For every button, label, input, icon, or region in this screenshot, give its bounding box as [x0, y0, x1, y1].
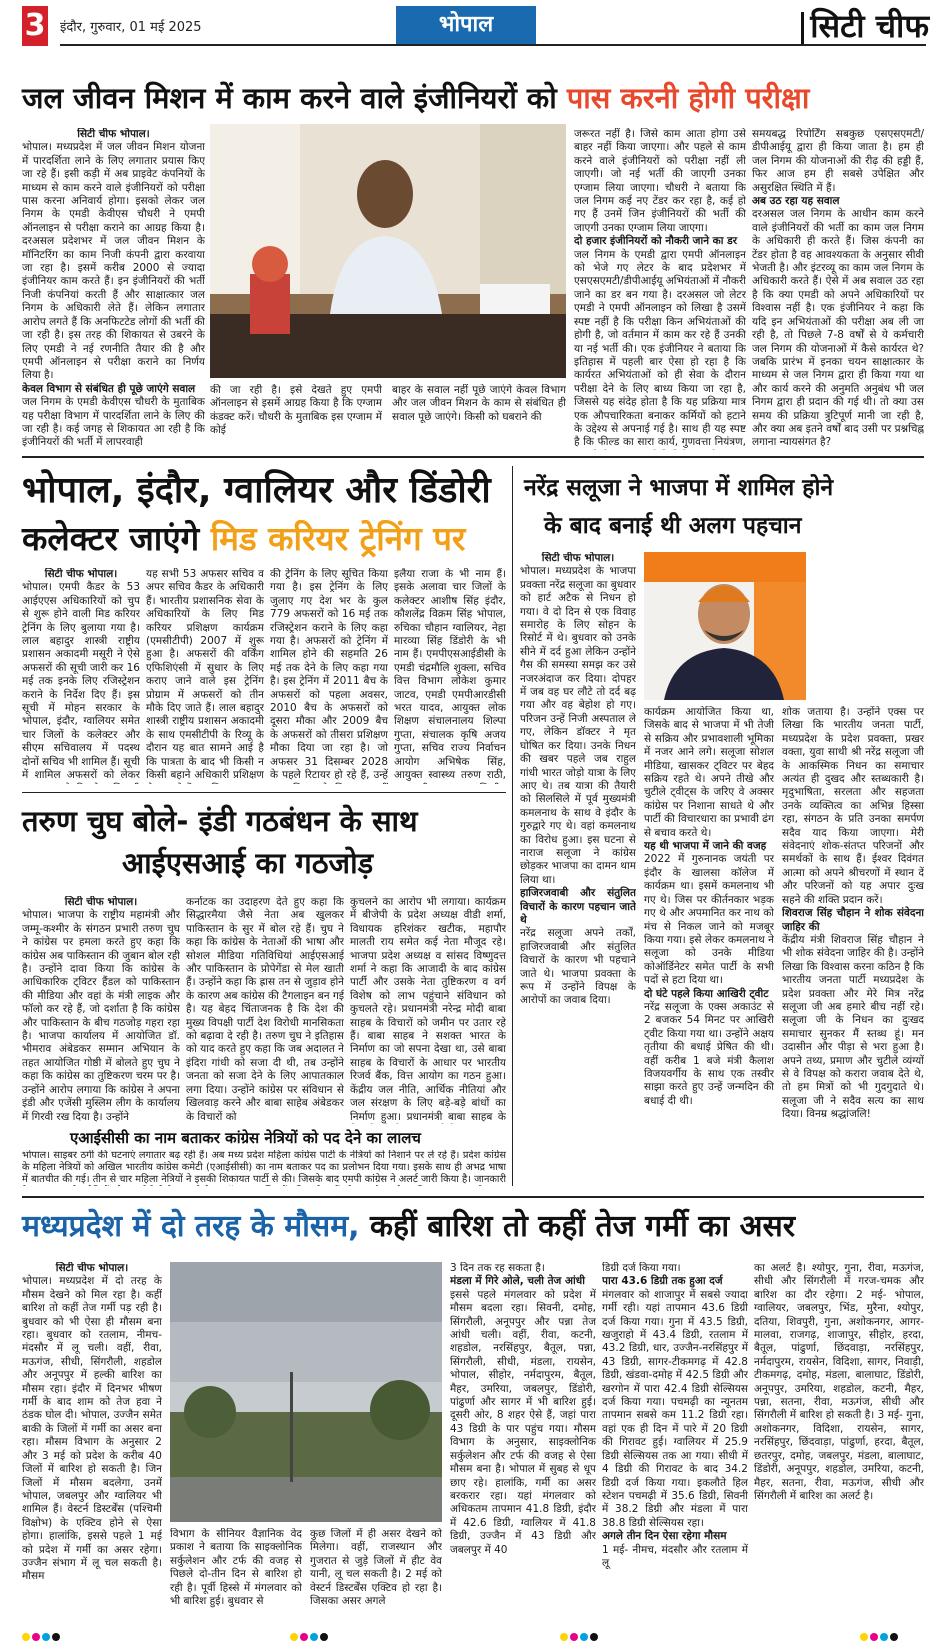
page-number: 3 — [22, 6, 48, 46]
divider — [22, 792, 506, 793]
story1-headline: जल जीवन मिशन में काम करने वाले इंजीनियरों को पास करनी होगी परीक्षा — [22, 81, 810, 115]
vertical-divider — [512, 466, 513, 1186]
story2-headline-line2: कलेक्टर जाएंगे मिड करियर ट्रेनिंग पर — [22, 519, 466, 558]
story4-col1: सिटी चीफ भोपाल। भोपाल। भाजपा के राष्ट्रीय महामंत्री और जम्मू-कश्मीर के संगठन प्रभारी तरुण चुघ ने कांग्रेस पर हमला करते हुए कहा कि कांग्रेस अब पाकिस्तान की जुबान बोल रही है। उन्होंने दावा किया कि कांग्रेस के आधिकारिक ट्विटर हैंडल को पाकिस्तान की मीडिया और वहां के मंत्री लाइक और फॉलो कर रहे हैं, जो दर्शाता है कि कांग्रेस और पाकिस्तान के बीच गठजोड़ गहरा रहा है। भाजपा कार्यालय में आयोजित डॉ. भीमराव अंबेडकर सम्मान अभियान के तहत आयोजित गोष्ठी में बोलते हुए चुघ ने कहा कि कांग्रेस का तुष्टिकरण चरम पर है। उन्होंने आरोप लगाया कि कांग्रेस ने अपना इंडी और एजेंसी मुस्लिम लीग के कार्यालय में गिरवी रख दिया है। उन्होंने — [22, 896, 180, 1123]
story2-col2: यह सभी 53 अफसर सचिव व अपर सचिव कैडर के अधिकारी हैं। भारतीय प्रशासनिक सेवा के अधिकारियों के लिए मिड करियर प्रशिक्षण कार्यक्रम (एमसीटीपी) 2007 में शुरू हुआ है। अफसरों की वर्किंग एफिशिएंसी में सुधार के लिए कराए जाने वाले इस ट्रेनिंग प्रोग्राम में अफसरों को तीन मौके दिए जाते हैं। लाल बहादुर शास्त्री राष्ट्रीय प्रशासन अकादमी के साथ एमसीटीपी के रिव्यू के दौरान यह बात सामने आई है कि पात्रता के बाद भी किसी न किसी बहाने अधिकारी प्रशिक्षण — [146, 568, 264, 782]
dateline: इंदौर, गुरुवार, 01 मई 2025 — [60, 20, 202, 35]
story2-col1: सिटी चीफ भोपाल। भोपाल। एमपी कैडर के 53 आईएएस अधिकारियों को चुप से शुरू होने वाली मिड करियर ट्रेनिंग के लिए बुलाया गया है। लाल बहादुर शास्त्री राष्ट्रीय प्रशासन अकादमी मसूरी ने ऐसे अफसरों की सूची जारी कर 16 मई तक इनके लिए रजिस्ट्रेशन कराने के निर्देश दिए हैं। इस सूची में मोहन सरकार के भोपाल, इंदौर, ग्वालियर समेत चार जिलों के कलेक्टर और सीएम सचिवालय में पदस्थ दोनों सचिव भी शामिल हैं। सूची में शामिल अफसरों को लेकर — [22, 568, 140, 782]
story1-col4: समयबद्ध रिपोर्टिंग सबकुछ एसएसएमटी/डीपीआईयू द्वारा ही किया जाता है। हम ही जल निगम की योजनाओं की रीढ़ की हड्डी हैं, फिर आज हम ही सबसे उपेक्षित और असुरक्षित स्थिति में हैं। अब उठ रहा यह सवाल दरअसल जल निगम के आधीन काम करने वाले इंजीनियरों की भर्ती का काम जल निगम के अधिकारी ही करते हैं। जिस कंपनी का टेंडर होता है वह आवश्यकता के अनुसार सीवी भेजती है। और इंटरव्यू का काम जल निगम के अधिकारी करते हैं। ऐसे में अब सवाल उठ रहा है कि क्या एमडी को अपने अधिकारियों पर विश्वास नहीं है। एक इंजीनियर ने कहा कि यदि इन अभियंताओं की परीक्षा अब ली जा रही है, तो पिछले 7-8 वर्षों से ये कर्मचारी जल निगम की योजनाओं में कैसे कार्यरत थे? जबकि प्रारंभ में इनका चयन साक्षात्कार के माध्यम से जल निगम द्वारा ही किया गया था और कार्य करने की अनुमति अनुबंध भी जल निगम द्वारा ही प्रदान की गई थी। तो क्या उस समय की प्रक्रिया त्रुटिपूर्ण मानी जा रही है, और क्या अब इतने वर्षों बाद उसी पर प्रश्नचिह्न लगाना न्यायसंगत है? — [752, 128, 924, 449]
story4-subhead: एआईसीसी का नाम बताकर कांग्रेस नेत्रियों को पद देने का लालच — [70, 1129, 421, 1147]
story1-under-photo-a: की जा रही है। इसे देखते हुए एमपी ऑनलाइन से इसमें आग्रह किया है कि एग्जाम कंडक्ट करें। चौधरी के मुताबिक इस एग्जाम में कोई — [210, 384, 382, 437]
story5-under-photo-a: विभाग के सीनियर वैज्ञानिक वेद प्रकाश ने बताया कि साइक्लोनिक सर्कुलेशन और टर्फ की वजह से पिछले दो-तीन दिन से बारिश हो रही है। पूर्वी हिस्से में मंगलवार को भी बारिश हुई। बुधवार से — [170, 1528, 302, 1608]
story4-col3: कुचलने का आरोप भी लगाया। कार्यक्रम में बीजेपी के प्रदेश अध्यक्ष वीडी शर्मा, विधायक हरिशंकर खटीक, महापौर मालती राय समेत कई नेता मौजूद रहे। भाजपा प्रदेश अध्यक्ष व सांसद विष्णुदत्त शर्मा ने कहा कि आजादी के बाद कांग्रेस पार्टी और उसके नेता तुष्टिकरण व वर्ग विशेष को लाभ पहुंचाने संविधान को कुचलते रहे। प्रधानमंत्री नरेन्द्र मोदी बाबा साहब के विचारों को जमीन पर उतार रहे हैं। बाबा साहब ने सशक्त भारत के निर्माण का जो सपना देखा था, उसे बाबा साहब के विचारों के आधार पर भारतीय रिजर्व बैंक, वित्त आयोग का गठन हुआ। केंद्रीय जल नीति, आर्थिक नीतियां और जल संरक्षण के लिए बड़े-बड़े बांधों का निर्माण हुआ। प्रधानमंत्री बाबा साहब के — [350, 896, 506, 1123]
registration-marks — [22, 1626, 62, 1645]
story5-col2: 3 दिन तक रह सकता है। मंडला में गिरे ओले, चली तेज आंधी इससे पहले मंगलवार को प्रदेश में मौसम बदला रहा। सिवनी, दमोह, सिंगरौली, अनूपपुर और पन्ना तेज आंधी चली। वहीं, रीवा, कटनी, शहडोल, नरसिंहपुर, बैतूल, पन्ना, सिंगरौली, सीधी, मंडला, रायसेन, भोपाल, सीहोर, नर्मदापुरम, बैतूल, मैहर, उमरिया, जबलपुर, डिंडोरी, पांढुर्णा और सागर में भी बारिश हुई। दूसरी ओर, 8 शहर ऐसे हैं, जहां पारा 43 डिग्री के पार पहुंच गया। मौसम विभाग के अनुसार, साइक्लोनिक सर्कुलेशन और टर्फ की वजह से ऐसा मौसम बना है। भोपाल में सुबह से धूप छाए रहे। हालांकि, गर्मी का असर बरकरार रहा। यहां मंगलवार को अधिकतम तापमान 41.8 डिग्री, इंदौर में 42.6 डिग्री, ग्वालियर में 41.8 डिग्री, उज्जैन में 43 डिग्री और जबलपुर में 40 — [450, 1262, 596, 1556]
story3-headline-line2: के बाद बनाई थी अलग पहचान — [544, 513, 802, 539]
story5-photo — [170, 1262, 442, 1522]
story3-col2: कार्यक्रम आयोजित किया था, जिसके बाद से भाजपा में भी तेजी से सक्रिय और प्रभावशाली भूमिका में नजर आने लगे। सलूजा सोशल मीडिया, खासकर ट्विटर पर बेहद सक्रिय रहते थे। अपने तीखे और चुटीले ट्वीट्स के जरिए वे अक्सर कांग्रेस पर निशाना साधते थे और पार्टी की विचारधारा का प्रभावी ढंग से बचाव करते थे। यह थी भाजपा में जाने की वजह 2022 में गुरुनानक जयंती पर इंदौर के खालसा कॉलेज में कार्यक्रम था। इसमें कमलनाथ भी गए थे। जिस पर कीर्तनकार भड़क गए थे और अपमानित कर नाथ को मंच से निकल जाने को मजबूर किया गया। इसे लेकर कमलनाथ ने सलूजा को उनके मीडिया कोऑर्डिनेटर समेत पार्टी के सभी पदों से हटा दिया था। दो घंटे पहले किया आखिरी ट्वीट नरेंद्र सलूजा के एक्स अकाउंट से 2 बजकर 54 मिनट पर आखिरी ट्वीट किया गया था। उन्होंने अक्षय तृतीया की बधाई प्रेषित की थी। वहीं करीब 1 बजे मंत्री कैलाश विजयवर्गीय के साथ एक तस्वीर साझा करते हुए उन्हें जन्मदिन की बधाई दी थी। — [644, 706, 774, 1107]
story4-col2: कर्नाटक का उदाहरण देते हुए कहा कि सिद्धारमैया जैसे नेता अब खुलकर पाकिस्तान के सुर में बोल रहे हैं। चुघ ने कहा कि कांग्रेस के नेताओं की भाषा और सोशल मीडिया गतिविधियां आईएसआई और पाकिस्तान के प्रोपेगेंडा से मेल खाती हैं। उन्होंने कहा कि ह्रास तन से जुड़ाव होने के कारण अब कांग्रेस की टैगलाइन बन गई है। यह बेहद चिंताजनक है कि देश की मुख्य विपक्षी पार्टी देश विरोधी मानसिकता को बढ़ावा दे रही है। तरुण चुघ ने इतिहास को याद करते हुए कहा कि जब अदालत ने इंदिरा गांधी को सजा दी थी, तब उन्होंने जनता को सजा देने के लिए आपातकाल लगा दिया। उन्होंने कांग्रेस पर संविधान से खिलवाड़ करने और बाबा साहेब अंबेडकर के विचारों को — [186, 896, 344, 1123]
story4-headline-line1: तरुण चुघ बोले- इंडी गठबंधन के साथ — [22, 804, 418, 838]
story3-col1: सिटी चीफ भोपाल। भोपाल। मध्यप्रदेश के भाजपा प्रवक्ता नरेंद्र सलूजा का बुधवार को हार्ट अटैक से निधन हो गया। वे दो दिन से एक विवाह समारोह के लिए सोहन के रिसोर्ट में थे। बुधवार को उनके सीने में दर्द हुआ लेकिन उन्होंने गैस की समस्या समझ कर उसे नजरअंदाज कर दिया। दोपहर में जब वह घर लौटे तो दर्द बढ़ गया और वह बेहोश हो गए। परिजन उन्हें निजी अस्पताल ले गए, लेकिन डॉक्टर ने मृत घोषित कर दिया। उनके निधन की खबर पहले जब राहुल गांधी भारत जोड़ो यात्रा के लिए आए थे। तब यात्रा की तैयारी को सिलसिले में पूर्व मुख्यमंत्री कमलनाथ के साथ वे इंदौर के गुरुद्वारे गए थे। वहां कमलनाथ का विरोध हुआ। इस घटना से नाराज सलूजा ने कांग्रेस छोड़कर भाजपा का दामन थाम लिया था। हाजिरजवाबी और संतुलित विचारों के कारण पहचान जाते थे नरेंद्र सलूजा अपने तर्कों, हाजिरजवाबी और संतुलित विचारों के कारण भी पहचाने जाते थे। भाजपा प्रवक्ता के रूप में उन्होंने विपक्ष के आरोपों का जवाब दिया। — [520, 552, 636, 1007]
story1-col1: सिटी चीफ भोपाल। भोपाल। मध्यप्रदेश में जल जीवन मिशन योजना में पारदर्शिता लाने के लिए लगातार प्रयास किए जा रहे हैं। इसी कड़ी में अब प्राइवेट कंपनियों के माध्यम से काम करने वाले इंजीनियरों को परीक्षा पास करना अनिवार्य होगा। इसको लेकर जल निगम के एमडी केवीएस चौधरी ने एमपी ऑनलाइन से परीक्षा कराने का आग्रह किया है। दरअसल प्रदेशभर में जल जीवन मिशन के मॉनिटरिंग का काम निजी कंपनी द्वारा करवाया जा रहा है। इसमें करीब 2000 से ज्यादा इंजीनियर काम करते हैं। इन इंजीनियरों की भर्ती निजी कंपनियां करती हैं और साक्षात्कार जल निगम के अधिकारी लेते हैं। लेकिन लगातार आरोप लगते हैं कि अनफिटटेड लोगों की भर्ती की जा रही है। इस तरह की शिकायत से उबरने के लिए एमडी ने नई रणनीति तैयार की है और एमपी ऑनलाइन से परीक्षा कराने का निर्णय लिया है। केवल विभाग से संबंधित ही पूछे जाएंगे सवाल जल निगम के एमडी केवीएस चौधरी के मुताबिक यह परीक्षा विभाग में पारदर्शिता लाने के लिए की जा रही है। कई जगह से शिकायत आ रही है कि इंजीनियरों की भर्ती में लापरवाही — [22, 128, 205, 449]
story1-col3: जरूरत नहीं है। जिसे काम आता होगा उसे बाहर नहीं किया जाएगा। और पहले से काम करने वाले इंजीनियरों को परीक्षा नहीं ली जाएगी। जो नई भर्ती की जाएगी उनका एग्जाम लिया जाएगा। चौधरी ने बताया कि जल निगम कई नए टेंडर कर रहा है, कई हो गए हैं उनमें जिन इंजीनियरों की भर्ती की जाएगी उनका एग्जाम लिया जाएगा। दो हजार इंजीनियरों को नौकरी जाने का डर जल निगम के एमडी द्वारा एमपी ऑनलाइन को भेजे गए लेटर के बाद प्रदेशभर में एसएसएमटी/डीपीआईयू अभियंताओं में नौकरी जाने का डर बन गया है। दरअसल जो लेटर एमडी ने एमपी ऑनलाइन को लिखा है उसमें स्पष्ट नहीं है कि परीक्षा किन अभियंताओं की होगी है, जो वर्तमान में काम कर रहे हैं उनकी या नई भर्ती की। एक इंजीनियर ने बताया कि इतिहास में पहली बार ऐसा हो रहा है कि कार्यरत अभियंताओं को ही सेवा के दौरान परीक्षा देने के लिए बाध्य किया जा रहा है, जिससे यह संदेह होता है कि यह प्रक्रिया मात्र एक औपचारिकता बनाकर कर्मियों को हटाने के उद्देश्य से अपनाई गई है। साथ ही यह स्पष्ट है कि फील्ड का सारा कार्य, गुणवत्ता नियंत्रण, — [574, 128, 746, 449]
story4-headline-line2: आईएसआई का गठजोड़ — [122, 846, 374, 880]
story1-under-photo-b: बाहर के सवाल नहीं पूछे जाएंगे केवल विभाग और जल जीवन मिशन के काम से संबंधित ही सवाल पूछे जाएंगे। किसी को घबराने की — [392, 384, 566, 423]
registration-marks — [290, 1626, 330, 1645]
story5-col1: सिटी चीफ भोपाल। भोपाल। मध्यप्रदेश में दो तरह के मौसम देखने को मिल रहा है। कहीं बारिश तो कहीं तेज गर्मी पड़ रही है। बुधवार को भी ऐसा ही मौसम बना रहा। बुधवार को रतलाम, नीमच-मंदसौर में लू चली। वहीं, रीवा, मऊगंज, सीधी, सिंगरौली, शहडोल और अनूपपुर में हल्की बारिश का मौसम रहा। इंदौर में दिनभर भीषण गर्मी के बाद शाम को तेज हवा ने ठंडक घोल दी। भोपाल, उज्जैन समेत बाकी के जिलों में गर्मी का असर बना रहा। मौसम विभाग के अनुसार 2 और 3 मई को प्रदेश के करीब 40 जिलों में बारिश हो सकती है। जिन जिलों में मौसम बदलेगा, उनमें भोपाल, जबलपुर और ग्वालियर भी शामिल हैं। वेस्टर्न डिस्टर्बेंस (पश्चिमी विक्षोभ) के एक्टिव होने से ऐसा होगा। हालांकि, इससे पहले 1 मई को प्रदेश में गर्मी का असर रहेगा। उज्जैन संभाग में लू चल सकती है। मौसम — [22, 1262, 162, 1583]
registration-marks — [560, 1626, 600, 1645]
story3-col3: शोक जताया है। उन्होंने एक्स पर लिखा कि भारतीय जनता पार्टी, मध्यप्रदेश के प्रदेश प्रवक्ता, प्रखर वक्ता, युवा साथी श्री नरेंद्र सलूजा जी के आकस्मिक निधन का समाचार अत्यंत ही दुखद और स्तब्धकारी है। मृदुभाषिता, सरलता और सहजता उनके व्यक्तित्व का अभिन्न हिस्सा रहा, संगठन के प्रति उनका समर्पण सदैव याद किया जाएगा। मेरी संवेदनाएं शोक-संतप्त परिजनों और समर्थकों के साथ हैं। ईश्वर दिवंगत आत्मा को अपने श्रीचरणों में स्थान दें और परिजनों को यह अपार दुःख सहने की शक्ति प्रदान करें। शिवराज सिंह चौहान ने शोक संवेदना जाहिर की केंद्रीय मंत्री शिवराज सिंह चौहान ने भी शोक संवेदना जाहिर की है। उन्होंने लिखा कि विश्वास करना कठिन है कि भारतीय जनता पार्टी मध्यप्रदेश के प्रदेश प्रवक्ता और मेरे मित्र नरेंद्र सलूजा जी अब हमारे बीच नहीं रहे। सलूजा जी के निधन का दुःखद समाचार सुनकर मैं स्तब्ध हूं। मन उदासीन और पीड़ा से भरा हुआ है। अपने तथ्य, प्रमाण और चुटीले व्यंग्यों से वे विपक्ष को करारा जवाब देते थे, तो हम मित्रों को भी गुदगुदाते थे। सलूजा जी ने सदैव सत्य का साथ दिया। विनम्र श्रद्धांजलि! — [782, 706, 924, 1121]
story2-col4: इलैया राजा के भी नाम हैं। इसके अलावा चार जिलों के कलेक्टर आशीष सिंह इंदौर, कौशलेंद्र विक्रम सिंह भोपाल, रुचिका चौहान ग्वालियर, नेहा मारव्या सिंह डिंडोरी के भी नाम हैं। एमपीएसआईडीसी के एमडी चंद्रमौलि शुक्ला, सचिव वित्त विभाग लोकेश कुमार जाटव, एमडी एमपीआरडीसी भरत यादव, आयुक्त लोक शिक्षण संचालनालय शिल्पा गुप्ता, संचालक कृषि अजय गुप्ता, सचिव राज्य निर्वाचन आयोग अभिषेक सिंह, आयुक्त स्वास्थ्य तरुण राठी, — [394, 568, 506, 782]
story5-col3: डिग्री दर्ज किया गया। पारा 43.6 डिग्री तक हुआ दर्ज मंगलवार को शाजापुर में सबसे ज्यादा गर्मी रही। यहां तापमान 43.6 डिग्री दर्ज किया गया। गुना में 43.5 डिग्री, खजुराहो में 43.4 डिग्री, रतलाम में 43.2 डिग्री, धार, उज्जैन-नरसिंहपुर में 43 डिग्री, सागर-टीकमगढ़ में 42.8 डिग्री, खंडवा-दमोह में 42.5 डिग्री और खरगोन में पारा 42.4 डिग्री सेल्सियस दर्ज किया गया। पचमढ़ी का न्यूनतम तापमान सबसे कम 11.2 डिग्री रहा। वहां एक ही दिन में पारे में 20 डिग्री की गिरावट हुई। ग्वालियर में 25.9 डिग्री सेल्सियस तक आ गया। सीधी में 4 डिग्री की गिरावट के बाद 34.2 डिग्री दर्ज किया गया। इकलौते हिल स्टेशन पचमढ़ी में 35.6 डिग्री, सिवनी में 38.2 डिग्री और मंडला में पारा 38.8 डिग्री सेल्सियस रहा। अगले तीन दिन ऐसा रहेगा मौसम 1 मई- नीमच, मंदसौर और रतलाम में लू — [602, 1262, 748, 1569]
divider — [22, 1196, 924, 1198]
story4-bottom: भोपाल। साइबर ठगी की घटनाएं लगातार बढ़ रही हैं। अब मध्य प्रदेश महिला कांग्रेस पार्टी के नेत्रियों को निशाने पर ले रहे हैं। प्रदेश कांग्रेस के महिला नेत्रियों को अखिल भारतीय कांग्रेस कमेटी (एआईसीसी) का नाम बताकर पद का प्रलोभन दिया गया। इसके साथ ही अभद्र भाषा में बातचीत की गई। तीन से चार महिला नेत्रियों ने इसकी शिकायत पार्टी से की। जिसके बाद एमपी कांग्रेस ने अलर्ट जारी किया है। जानकारी — [22, 1150, 506, 1185]
story2-headline-line1: भोपाल, इंदौर, ग्वालियर और डिंडोरी — [22, 470, 491, 511]
divider — [22, 456, 924, 458]
story3-portrait — [644, 552, 806, 700]
story1-photo — [210, 124, 566, 378]
masthead-rule — [60, 44, 926, 46]
brand-logo: सिटी चीफ — [801, 4, 929, 47]
story2-col3: की ट्रेनिंग के लिए सूचित किया गया है। इस ट्रेनिंग के लिए जुलाए गए देश भर के कुल 779 अफसरों को 16 मई तक रजिस्ट्रेशन कराने के लिए कहा गया है। अफसरों को ट्रेनिंग में शामिल होने की सहमति 26 मई तक देने के लिए कहा गया है। इस ट्रेनिंग में 2011 बैच के अफसरों को पहला अवसर, 2010 बैच के अफसरों को दूसरा मौका और 2009 बैच के अफसरों को तीसरा प्रशिक्षण मौका दिया जा रहा है। जो अफसर 31 दिसम्बर 2028 के पहले रिटायर हो रहे हैं, उन्हें — [270, 568, 388, 782]
story5-under-photo-b: कुछ जिलों में ही असर देखने को मिलेगा। वहीं, राजस्थान और गुजरात से जुड़े जिलों में हीट वेव यानी, लू चल सकती है। 2 मई को वेस्टर्न डिस्टर्बेंस एक्टिव हो रहा है। जिसका असर अगले — [310, 1528, 442, 1608]
story5-col4: का अलर्ट है। श्योपुर, गुना, रीवा, मऊगंज, सीधी और सिंगरौली में गरज-चमक और बारिश का दौर रहेगा। 2 मई- भोपाल, ग्वालियर, जबलपुर, भिंड, मुरैना, श्योपुर, दतिया, शिवपुरी, गुना, अशोकनगर, आगर-मालवा, राजगढ़, शाजापुर, सीहोर, हरदा, बैतूल, पांढुर्णा, छिंदवाड़ा, नरसिंहपुर, नर्मदापुरम, रायसेन, विदिशा, सागर, निवाड़ी, टीकमगढ़, दमोह, मंडला, बालाघाट, डिंडोरी, अनूपपुर, उमरिया, शहडोल, कटनी, मैहर, पन्ना, सतना, रीवा, मऊगंज, सीधी और सिंगरौली में बारिश हो सकती है। 3 मई- गुना, अशोकनगर, विदिशा, रायसेन, सागर, नरसिंहपुर, छिंदवाड़ा, पांढुर्णा, हरदा, बैतूल, छतरपुर, दमोह, जबलपुर, मंडला, बालाघाट, डिंडोरी, अनूपपुर, शहडोल, उमरिया, कटनी, मैहर, सतना, रीवा, मऊगंज, सीधी और सिंगरौली में बारिश का अलर्ट है। — [754, 1262, 924, 1502]
section-label: भोपाल — [396, 6, 536, 44]
story3-headline-line1: नरेंद्र सलूजा ने भाजपा में शामिल होने — [524, 475, 834, 501]
story5-headline: मध्यप्रदेश में दो तरह के मौसम, कहीं बारिश तो कहीं तेज गर्मी का असर — [22, 1209, 796, 1244]
registration-marks — [860, 1626, 900, 1645]
